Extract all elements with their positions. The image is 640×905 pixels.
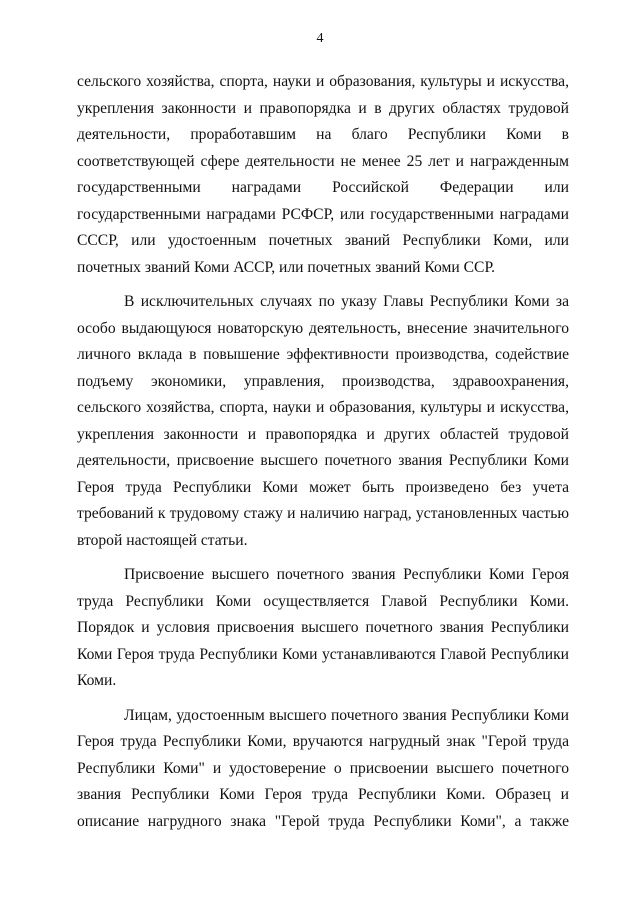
text-line: особо выдающуюся новаторскую деятельность, внесение значительного [77,319,569,337]
text-line: сельского хозяйства, спорта, науки и образования, культуры и искусства, [77,399,569,416]
text-line: Присвоение высшего почетного звания Республики Коми Героя [124,566,569,583]
text-line: соответствующей сфере деятельности не менее 25 лет и награжденным [77,152,569,170]
text-line: В исключительных случаях по указу Главы Республики Коми за [124,293,569,310]
document-body [77,69,569,835]
text-line: деятельности, присвоение высшего почетного звания Республики Коми [77,452,569,469]
text-line: Героя труда Республики Коми, вручаются нагрудный знак "Герой труда [77,733,569,750]
text-line: СССР, или удостоенным почетных званий Республики Коми, или [77,232,569,249]
paragraph [77,69,569,281]
text-line: второй настоящей статьи. [77,531,248,549]
text-line: Коми. [77,672,117,689]
text-line: Героя труда Республики Коми может быть произведено без учета [77,478,569,496]
text-line: Лицам, удостоенным высшего почетного звания Республики Коми [124,706,569,724]
text-line: государственными наградами РСФСР, или государственными наградами [77,205,569,223]
text-line: подъему экономики, управления, производства, здравоохранения, [77,372,569,390]
paragraph [77,703,569,836]
text-line: требований к трудовому стажу и наличию наград, установленных частью [77,505,569,522]
text-line: звания Республики Коми Героя труда Республики Коми. Образец и [77,786,569,803]
text-line: личного вклада в повышение эффективности производства, содействие [77,346,569,363]
text-line: труда Республики Коми осуществляется Главой Республики Коми. [77,592,569,610]
paragraph [77,289,569,554]
page-number: 4 [316,31,324,46]
text-line: описание нагрудного знака "Герой труда Республики Коми", а также [77,812,569,830]
text-line: деятельности, проработавшим на благо Республики Коми в [77,126,569,143]
text-line: государственными наградами Российской Федерации или [77,179,569,196]
text-line: Республики Коми" и удостоверение о присвоении высшего почетного [77,759,569,777]
text-line: сельского хозяйства, спорта, науки и образования, культуры и искусства, [77,73,569,90]
text-line: укрепления законности и правопорядка и в других областях трудовой [77,99,569,117]
text-line: Порядок и условия присвоения высшего почетного звания Республики [77,619,569,636]
text-line: почетных званий Коми АССР, или почетных званий Коми ССР. [77,258,496,276]
paragraph [77,562,569,695]
text-line: укрепления законности и правопорядка и других областей трудовой [77,425,569,443]
text-line: Коми Героя труда Республики Коми устанавливаются Главой Республики [77,645,569,663]
